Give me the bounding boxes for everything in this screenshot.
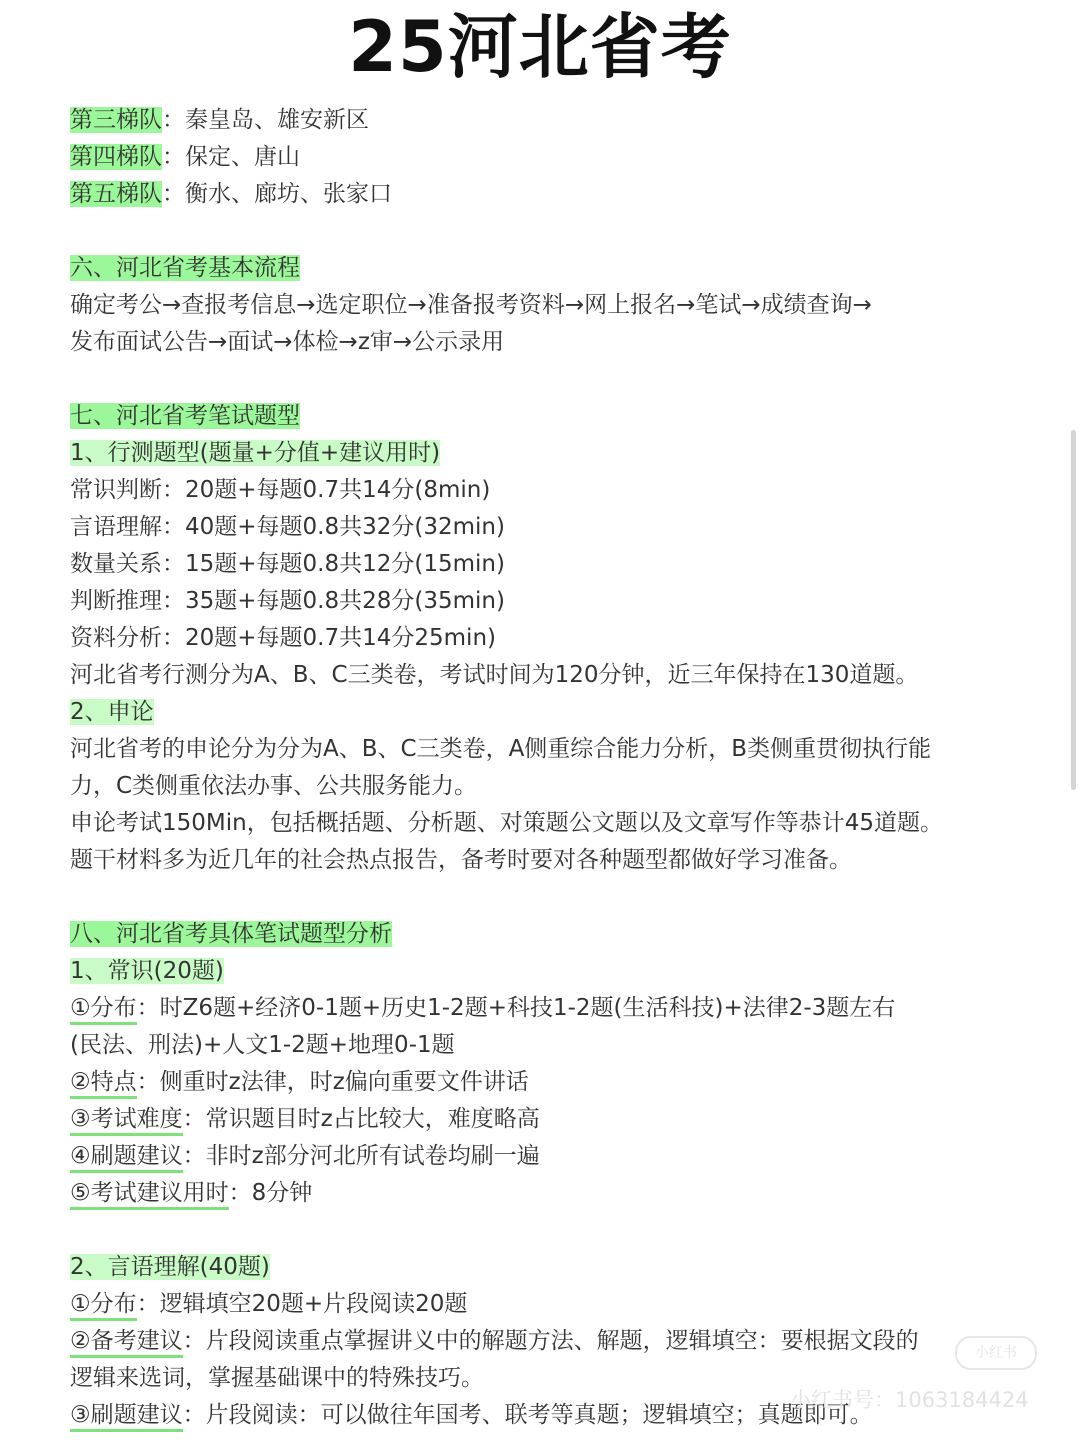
yanyu-item xyxy=(70,1323,1020,1360)
xingce-item xyxy=(70,583,1020,620)
tier-separator: ： xyxy=(162,181,185,207)
sub-heading xyxy=(70,435,1020,472)
item-separator: ： xyxy=(136,1291,160,1317)
item-label: 刷题建议 xyxy=(90,1143,183,1169)
changshi-item-continued: (民法、刑法)+人文1-2题+地理0-1题 xyxy=(70,1032,455,1058)
item-text: 常识题目时z占比较大，难度略高 xyxy=(205,1106,540,1132)
sub-heading xyxy=(70,694,1020,731)
tier-separator: ： xyxy=(162,107,185,133)
item-number-label xyxy=(70,1143,183,1173)
item-label: 备考建议 xyxy=(90,1328,183,1354)
paragraph-line: 题干材料多为近几年的社会热点报告，备考时要对各种题型都做好学习准备。 xyxy=(70,847,852,873)
item-text: 8分钟 xyxy=(251,1180,313,1206)
yanyu-heading: 2、言语理解(40题) xyxy=(70,1254,270,1280)
item-detail: 20题+每题0.7共14分(8min) xyxy=(185,477,491,503)
item-separator: ： xyxy=(136,1069,160,1095)
item-detail: 40题+每题0.8共32分(32min) xyxy=(185,514,505,540)
item-number: ② xyxy=(70,1069,91,1095)
tier-separator: ： xyxy=(162,144,185,170)
item-text: 非时z部分河北所有试卷均刷一遍 xyxy=(205,1143,540,1169)
section-8-heading: 八、河北省考具体笔试题型分析 xyxy=(70,921,392,947)
item-label: 分布 xyxy=(90,995,137,1021)
item-number-label xyxy=(70,995,137,1025)
item-number-label xyxy=(70,1180,229,1210)
item-number: ⑤ xyxy=(70,1180,91,1206)
xingce-item xyxy=(70,546,1020,583)
item-separator: ： xyxy=(162,514,185,540)
xingce-item xyxy=(70,509,1020,546)
tier-row xyxy=(70,102,1020,139)
paragraph-line: 申论考试150Min，包括概括题、分析题、对策题公文题以及文章写作等恭计45道题。 xyxy=(70,810,943,836)
item-separator: ： xyxy=(162,477,185,503)
section-6-heading: 六、河北省考基本流程 xyxy=(70,255,300,281)
tier-cities: 衡水、廊坊、张家口 xyxy=(185,181,392,207)
item-number-label xyxy=(70,1402,183,1432)
item-number: ③ xyxy=(70,1106,91,1132)
changshi-item xyxy=(70,1138,1020,1175)
yanyu-item xyxy=(70,1286,1020,1323)
scrollbar[interactable] xyxy=(1071,430,1076,790)
item-detail: 35题+每题0.8共28分(35min) xyxy=(185,588,505,614)
item-number: ① xyxy=(70,1291,91,1317)
item-label: 分布 xyxy=(90,1291,137,1317)
tier-label: 第三梯队 xyxy=(70,107,162,133)
watermark-text: 小红书号：1063184424 xyxy=(790,1388,1029,1412)
item-text: 逻辑填空20题+片段阅读20题 xyxy=(159,1291,468,1317)
item-text: 片段阅读重点掌握讲义中的解题方法、解题，逻辑填空：要根据文段的 xyxy=(205,1328,919,1354)
item-separator: ： xyxy=(182,1402,206,1428)
item-label: 言语理解 xyxy=(70,514,162,540)
item-separator: ： xyxy=(136,995,160,1021)
changshi-item xyxy=(70,990,1020,1027)
section-heading xyxy=(70,398,1020,435)
watermark-logo: 小红书 xyxy=(955,1336,1037,1370)
shenlun-heading: 2、申论 xyxy=(70,699,154,725)
item-number-label xyxy=(70,1069,137,1099)
tier-cities: 保定、唐山 xyxy=(185,144,300,170)
yanyu-item-continued: 逻辑来选词，掌握基础课中的特殊技巧。 xyxy=(70,1365,484,1391)
changshi-item xyxy=(70,1101,1020,1138)
changshi-heading: 1、常识(20题) xyxy=(70,958,224,984)
tier-row xyxy=(70,176,1020,213)
item-separator: ： xyxy=(182,1328,206,1354)
item-text: 时Z6题+经济0-1题+历史1-2题+科技1-2题(生活科技)+法律2-3题左右 xyxy=(159,995,896,1021)
item-text: 片段阅读：可以做往年国考、联考等真题；逻辑填空；真题即可。 xyxy=(205,1402,873,1428)
flow-line: 确定考公→查报考信息→选定职位→准备报考资料→网上报名→笔试→成绩查询→ xyxy=(70,292,872,318)
item-detail: 20题+每题0.7共14分25min) xyxy=(185,625,496,651)
item-separator: ： xyxy=(162,588,185,614)
changshi-item xyxy=(70,1175,1020,1212)
item-label: 数量关系 xyxy=(70,551,162,577)
item-number: ① xyxy=(70,995,91,1021)
item-number-label xyxy=(70,1106,183,1136)
item-separator: ： xyxy=(162,625,185,651)
item-number-label xyxy=(70,1291,137,1321)
tier-row xyxy=(70,139,1020,176)
page-title: 25河北省考 xyxy=(348,6,732,88)
xingce-item xyxy=(70,472,1020,509)
item-separator: ： xyxy=(182,1143,206,1169)
section-heading xyxy=(70,916,1020,953)
item-label: 刷题建议 xyxy=(90,1402,183,1428)
item-number: ② xyxy=(70,1328,91,1354)
item-number: ④ xyxy=(70,1143,91,1169)
item-label: 考试建议用时 xyxy=(90,1180,229,1206)
tier-label: 第四梯队 xyxy=(70,144,162,170)
paragraph-line: 力，C类侧重依法办事、公共服务能力。 xyxy=(70,773,478,799)
item-separator: ： xyxy=(162,551,185,577)
item-label: 常识判断 xyxy=(70,477,162,503)
flow-line: 发布面试公告→面试→体检→z审→公示录用 xyxy=(70,329,505,355)
sub-heading xyxy=(70,1249,1020,1286)
item-number: ③ xyxy=(70,1402,91,1428)
tier-label: 第五梯队 xyxy=(70,181,162,207)
xingce-note: 河北省考行测分为A、B、C三类卷，考试时间为120分钟，近三年保持在130道题。 xyxy=(70,662,919,688)
paragraph-line: 河北省考的申论分为分为A、B、C三类卷，A侧重综合能力分析，B类侧重贯彻执行能 xyxy=(70,736,932,762)
item-separator: ： xyxy=(228,1180,252,1206)
section-7-heading: 七、河北省考笔试题型 xyxy=(70,403,300,429)
item-detail: 15题+每题0.8共12分(15min) xyxy=(185,551,505,577)
sub-heading xyxy=(70,953,1020,990)
xingce-item xyxy=(70,620,1020,657)
section-heading xyxy=(70,250,1020,287)
item-text: 侧重时z法律，时z偏向重要文件讲话 xyxy=(159,1069,529,1095)
item-number-label xyxy=(70,1328,183,1358)
xingce-heading: 1、行测题型(题量+分值+建议用时) xyxy=(70,440,441,466)
changshi-item xyxy=(70,1064,1020,1101)
item-separator: ： xyxy=(182,1106,206,1132)
item-label: 考试难度 xyxy=(90,1106,183,1132)
item-label: 判断推理 xyxy=(70,588,162,614)
tier-cities: 秦皇岛、雄安新区 xyxy=(185,107,369,133)
item-label: 资料分析 xyxy=(70,625,162,651)
item-label: 特点 xyxy=(90,1069,137,1095)
